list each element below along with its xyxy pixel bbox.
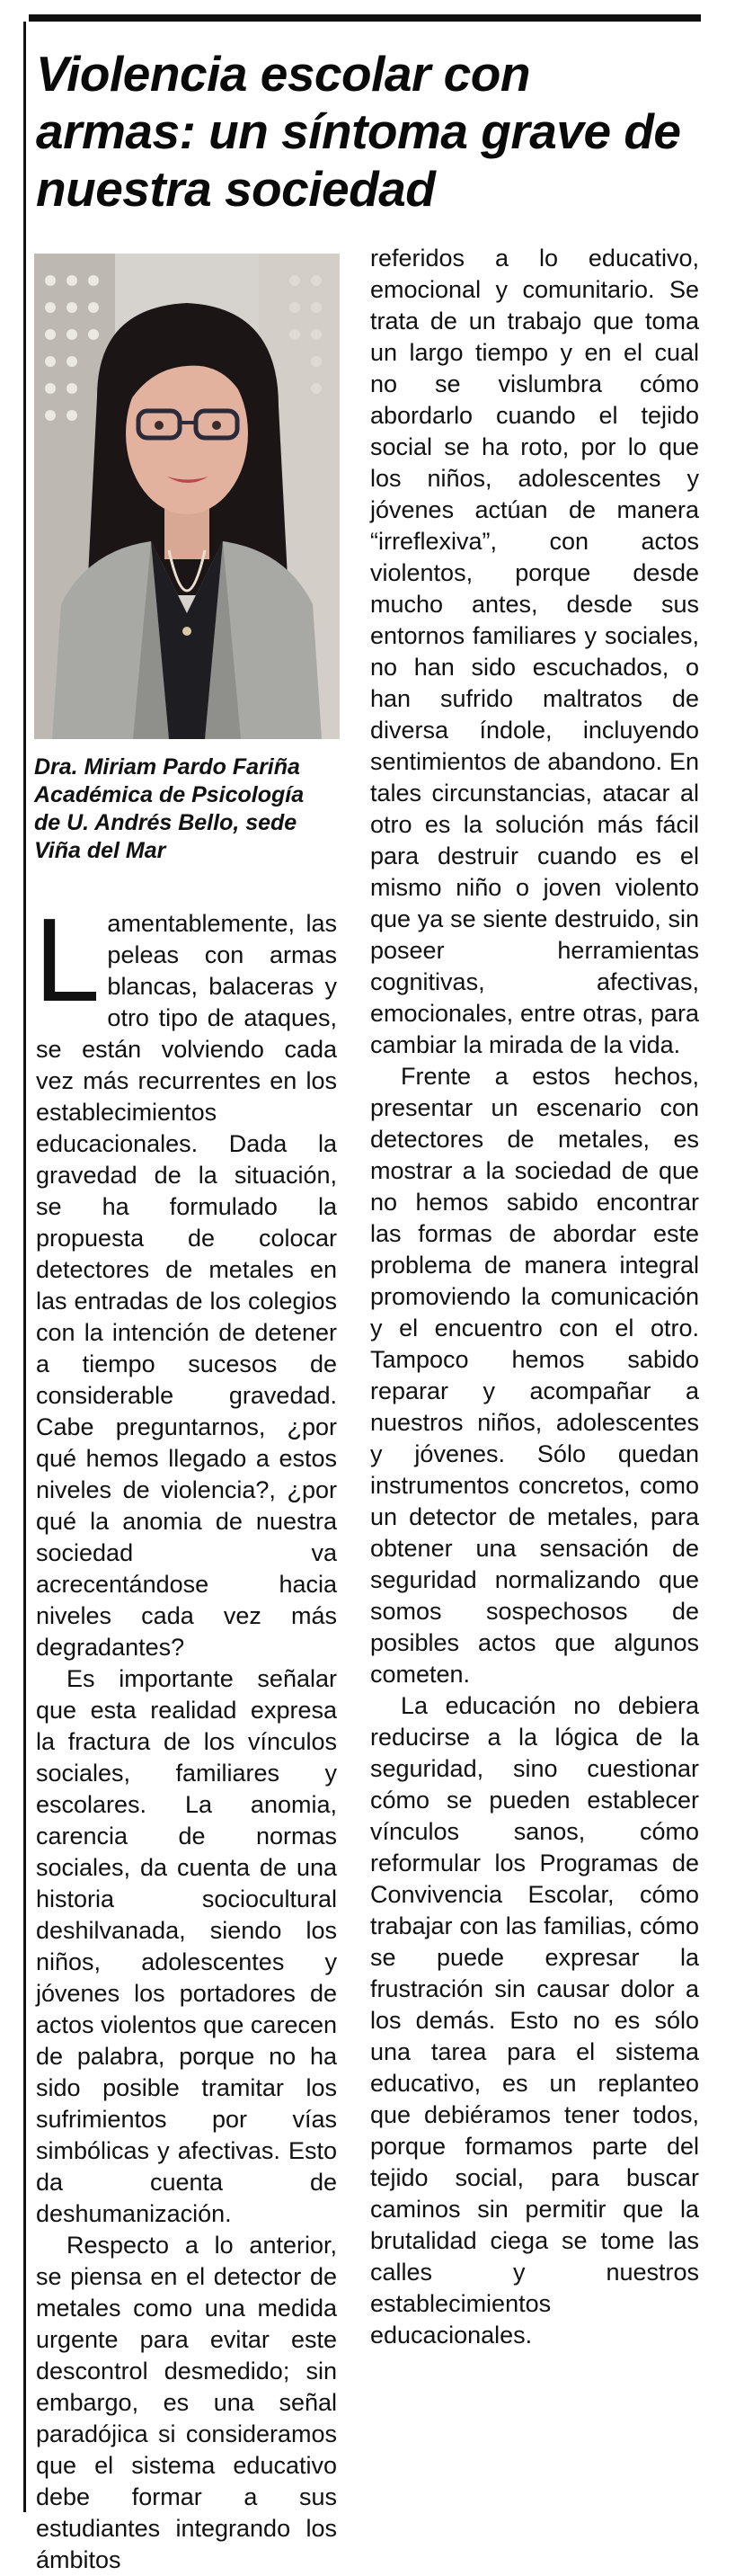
body-paragraph: Es importante señalar que esta realidad expresa la fractura de los vínculos sociales, familiares y escolares. La anomia, carencia de normas sociales, da cuenta de una historia sociocultural deshilvanada, siendo los niños, adolescentes y jóvenes los portadores de actos violentos que carecen de palabra, porque no ha sido posible tramitar los sufrimientos por vías simbólicas y afectivas. Esto da cuenta de deshumanización. [36, 1665, 337, 2227]
caption-affiliation-line: Viña del Mar [34, 838, 166, 863]
body-paragraph: Respecto a lo anterior, se piensa en el detector de metales como una medida urgente para evitar este descontrol desmedido; sin embargo, es una señal paradójica si consideramos que el sistema educativo debe formar a sus estudiantes integrando los ámbitos [36, 2232, 337, 2573]
article-headline: Violencia escolar con armas: un síntoma grave de nuestra sociedad [36, 46, 681, 217]
caption-author-name: Dra. Miriam Pardo Fariña [34, 754, 300, 780]
right-text-column [370, 243, 699, 2351]
photo-caption [34, 753, 349, 865]
left-column-rule [23, 22, 26, 2512]
paragraph-text: amentablemente, las peleas con armas blancas, balaceras y otro tipo de ataques, se están volviendo cada vez más recurrentes en los establecimientos educacionales. Dada la gravedad de la situación, se ha formulado la propuesta de colocar detectores de metales en las entradas de los colegios con la intención de detener a tiempo sucesos de considerable gravedad. Cabe preguntarnos, ¿por qué hemos llegado a estos niveles de violencia?, ¿por qué la anomia de nuestra sociedad va acrecentándose hacia niveles cada vez más degradantes? [36, 910, 337, 1661]
caption-affiliation-line: Académica de Psicología [34, 782, 305, 807]
left-text-column [34, 894, 337, 2576]
author-photo [34, 254, 340, 739]
caption-affiliation-line: de U. Andrés Bello, sede [34, 810, 297, 835]
body-paragraph: La educación no debiera reducirse a la lógica de la seguridad, sino cuestionar cómo se pueden establecer vínculos sanos, cómo reformular los Programas de Convivencia Escolar, cómo trabajar con las familias, cómo se puede expresar la frustración sin causar dolor a los demás. Esto no es sólo una tarea para el sistema educativo, es un replanteo que debiéramos tener todos, porque formamos parte del tejido social, para buscar caminos sin permitir que la brutalidad ciega se tome las calles y nuestros establecimientos educacionales. [370, 1692, 699, 2349]
author-portrait [34, 254, 340, 739]
drop-cap: L [34, 894, 101, 1026]
body-paragraph: Frente a estos hechos, presentar un escenario con detectores de metales, es mostrar a la sociedad de que no hemos sabido encontrar las formas de abordar este problema de manera integral promoviendo la comunicación y el encuentro con el otro. Tampoco hemos sabido reparar y acompañar a nuestros niños, adolescentes y jóvenes. Sólo quedan instrumentos concretos, como un detector de metales, para obtener una sensación de seguridad normalizando que somos sospechosos de posibles actos que algunos cometen. [370, 1063, 699, 1688]
body-paragraph: referidos a lo educativo, emocional y comunitario. Se trata de un trabajo que toma un largo tiempo y en el cual no se vislumbra cómo abordarlo cuando el tejido social se ha roto, por lo que los niños, adolescentes y jóvenes actúan de manera “irreflexiva”, con actos violentos, porque desde mucho antes, desde sus entornos familiares y sociales, no han sido escuchados, o han sufrido maltratos de diversa índole, incluyendo sentimientos de abandono. En tales circunstancias, atacar al otro es la solución más fácil para destruir cuando es el mismo niño o joven violento que ya se siente destruido, sin poseer herramientas cognitivas, afectivas, emocionales, entre otras, para cambiar la mirada de la vida. [370, 245, 699, 1058]
top-rule [29, 14, 701, 22]
body-paragraph [34, 894, 337, 1663]
